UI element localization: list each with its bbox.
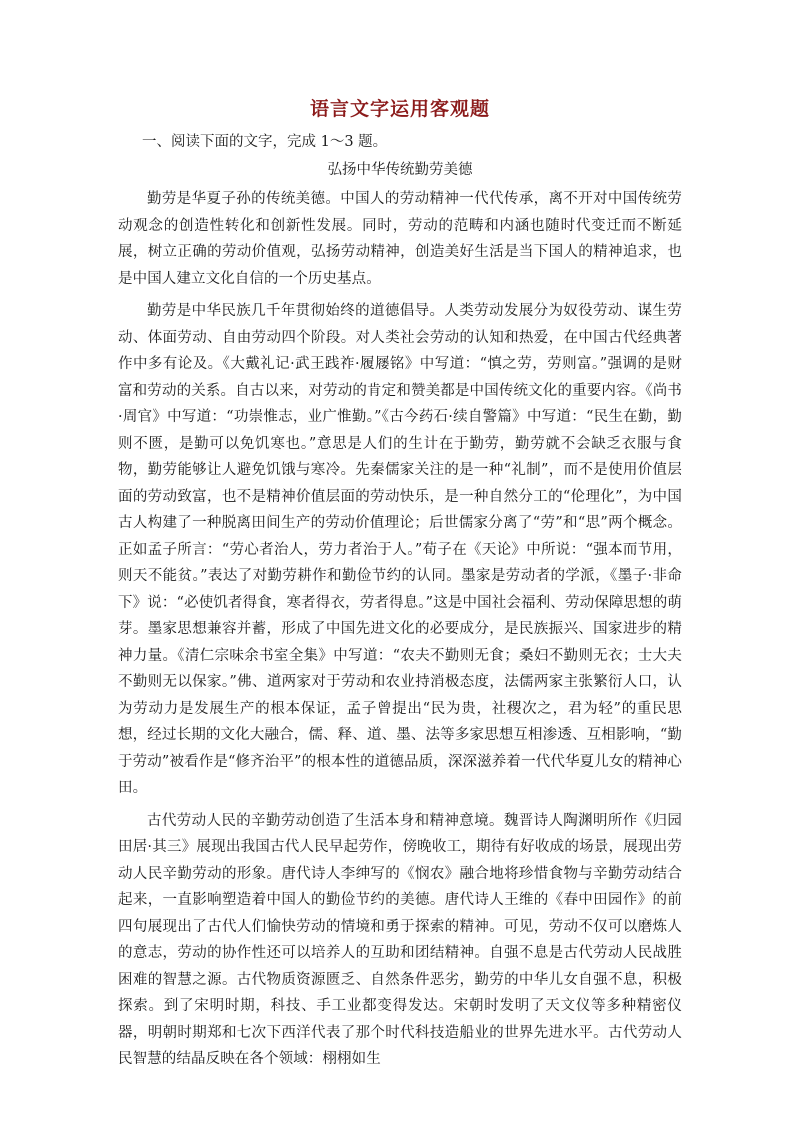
- paragraph-2: 勤劳是中华民族几千年贯彻始终的道德倡导。人类劳动发展分为奴役劳动、谋生劳动、体面劳动、自由劳动四个阶段。对人类社会劳动的认知和热爱，在中国古代经典著作中多有论及。《大戴礼记·武王践祚·履屦铭》中写道：“慎之劳，劳则富。”强调的是财富和劳动的关系。自古以来，对劳动的肯定和赞美都是中国传统文化的重要内容。《尚书·周官》中写道：“功崇惟志，业广惟勤。”《古今药石·续自警篇》中写道：“民生在勤，勤则不匮，是勤可以免饥寒也。”意思是人们的生计在于勤劳，勤劳就不会缺乏衣服与食物，勤劳能够让人避免饥饿与寒冷。先秦儒家关注的是一种“礼制”，而不是使用价值层面的劳动致富，也不是精神价值层面的劳动快乐，是一种自然分工的“伦理化”，为中国古人构建了一种脱离田间生产的劳动价值理论；后世儒家分离了“劳”和“思”两个概念。正如孟子所言：“劳心者治人，劳力者治于人。”荀子在《天论》中所说：“强本而节用，则天不能贫。”表达了对勤劳耕作和勤俭节约的认同。墨家是劳动者的学派，《墨子·非命下》说：“必使饥者得食，寒者得衣，劳者得息。”这是中国社会福利、劳动保障思想的萌芽。墨家思想兼容并蓄，形成了中国先进文化的必要成分，是民族振兴、国家进步的精神力量。《清仁宗味余书室全集》中写道：“农夫不勤则无食；桑妇不勤则无衣；士大夫不勤则无以保家。”佛、道两家对于劳动和农业持消极态度，法儒两家主张繁衍人口，认为劳动力是发展生产的根本保证，孟子曾提出“民为贵，社稷次之，君为轻”的重民思想，经过长期的文化大融合，儒、释、道、墨、法等多家思想互相渗透、互相影响，“勤于劳动”被看作是“修齐治平”的根本性的道德品质，深深滋养着一代代华夏儿女的精神心田。: [118, 303, 682, 796]
- article-title: 弘扬中华传统勤劳美德: [327, 162, 473, 178]
- paragraph-1: 勤劳是华夏子孙的传统美德。中国人的劳动精神一代代传承，离不开对中国传统劳动观念的创造性转化和创新性发展。同时，劳动的范畴和内涵也随时代变迁而不断延展，树立正确的劳动价值观，弘扬劳动精神，创造美好生活是当下国人的精神追求，也是中国人建立文化自信的一个历史基点。: [118, 191, 682, 287]
- question-instruction: 一、阅读下面的文字，完成 1～3 题。: [142, 134, 388, 150]
- document-content: [118, 96, 682, 1079]
- paragraph-3: 古代劳动人民的辛勤劳动创造了生活本身和精神意境。魏晋诗人陶渊明所作《归园田居·其三》展现出我国古代人民早起劳作，傍晚收工，期待有好收成的场景，展现出劳动人民辛勤劳动的形象。唐代诗人李绅写的《悯农》融合地将珍惜食物与辛勤劳动结合起来，一直影响塑造着中国人的勤俭节约的美德。唐代诗人王维的《春中田园作》的前四句展现出了古代人们愉快劳动的情境和勇于探索的精神。可见，劳动不仅可以磨炼人的意志，劳动的协作性还可以培养人的互助和团结精神。自强不息是古代劳动人民战胜困难的智慧之源。古代物质资源匮乏、自然条件恶劣，勤劳的中华儿女自强不息，积极探索。到了宋明时期，科技、手工业都变得发达。宋朝时发明了天文仪等多种精密仪器，明朝时期郑和七次下西洋代表了那个时代科技造船业的世界先进水平。古代劳动人民智慧的结晶反映在各个领域：栩栩如生: [118, 812, 682, 1067]
- document-title: 语言文字运用客观题: [309, 98, 490, 120]
